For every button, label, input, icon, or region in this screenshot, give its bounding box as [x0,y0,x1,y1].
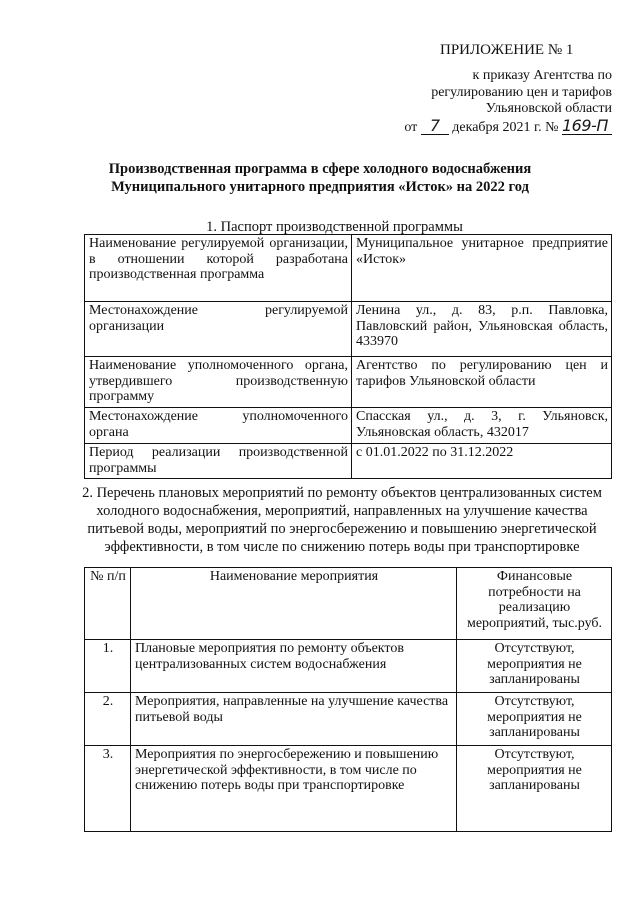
table-row [85,357,612,408]
table-cell-value: Спасская ул., д. 3, г. Ульяновск, Ульяновская область, 432017 [352,408,612,444]
table-row [85,693,612,746]
order-reference-line-2: регулированию цен и тарифов [431,84,612,100]
date-prefix: от [404,119,418,135]
order-reference [400,68,612,136]
header-num: № п/п [85,568,131,640]
table-cell-label: Местонахождение регулируемой организации [85,302,352,357]
table-row [85,746,612,832]
section2-heading: 2. Перечень плановых мероприятий по ремонту объектов централизованных систем холодного водоснабжения, мероприятий, направленных на улучшение качества питьевой воды, мероприятий по энергосбережению и повышению энергетической эффективности, в том числе по снижению потерь воды при транспортировке [82,485,602,555]
document-title-line-2: Муниципального унитарного предприятия «Исток» на 2022 год [111,179,529,195]
row-num: 1. [85,640,131,693]
table-cell-value: с 01.01.2022 по 31.12.2022 [352,444,612,479]
table-cell-value: Агентство по регулированию цен и тарифов Ульяновской области [352,357,612,408]
row-finance: Отсутствуют, мероприятия не запланированы [457,693,612,746]
appendix-title: ПРИЛОЖЕНИЕ № 1 [440,42,574,58]
table-row [85,302,612,357]
order-date-line [400,115,612,137]
table-row [85,235,612,302]
row-finance: Отсутствуют, мероприятия не запланированы [457,746,612,832]
passport-table [84,234,612,479]
table-row [85,640,612,693]
document-title [60,160,580,196]
table-cell-value: Ленина ул., д. 83, р.п. Павловка, Павловский район, Ульяновская область, 433970 [352,302,612,357]
row-num: 3. [85,746,131,832]
header-name: Наименование мероприятия [131,568,457,640]
table-cell-value: Муниципальное унитарное предприятие «Исток» [352,235,612,302]
measures-table [84,567,612,832]
table-cell-label: Период реализации производственной программы [85,444,352,479]
row-name: Мероприятия по энергосбережению и повышению энергетической эффективности, в том числе по снижению потерь воды при транспортировке [131,746,457,832]
table-row [85,408,612,444]
table-header-row [85,568,612,640]
row-name: Мероприятия, направленные на улучшение качества питьевой воды [131,693,457,746]
document-title-line-1: Производственная программа в сфере холодного водоснабжения [108,161,532,177]
table-cell-label: Местонахождение уполномоченного органа [85,408,352,444]
order-reference-line-1: к приказу Агентства по [472,68,612,83]
section1-heading: 1. Паспорт производственной программы [206,219,463,235]
row-finance: Отсутствуют, мероприятия не запланированы [457,640,612,693]
table-cell-label: Наименование регулируемой организации, в отношении которой разработана производственная программа [85,235,352,302]
table-row [85,444,612,479]
row-name: Плановые мероприятия по ремонту объектов централизованных систем водоснабжения [131,640,457,693]
row-num: 2. [85,693,131,746]
date-middle: декабря 2021 г. № [452,119,559,135]
handwritten-order-number: 169-П [562,118,612,136]
header-finance: Финансовые потребности на реализацию мероприятий, тыс.руб. [457,568,612,640]
order-reference-line-3: Ульяновской области [485,101,612,116]
table-cell-label: Наименование уполномоченного органа, утвердившего производственную программу [85,357,352,408]
handwritten-day: 7 [421,118,449,136]
